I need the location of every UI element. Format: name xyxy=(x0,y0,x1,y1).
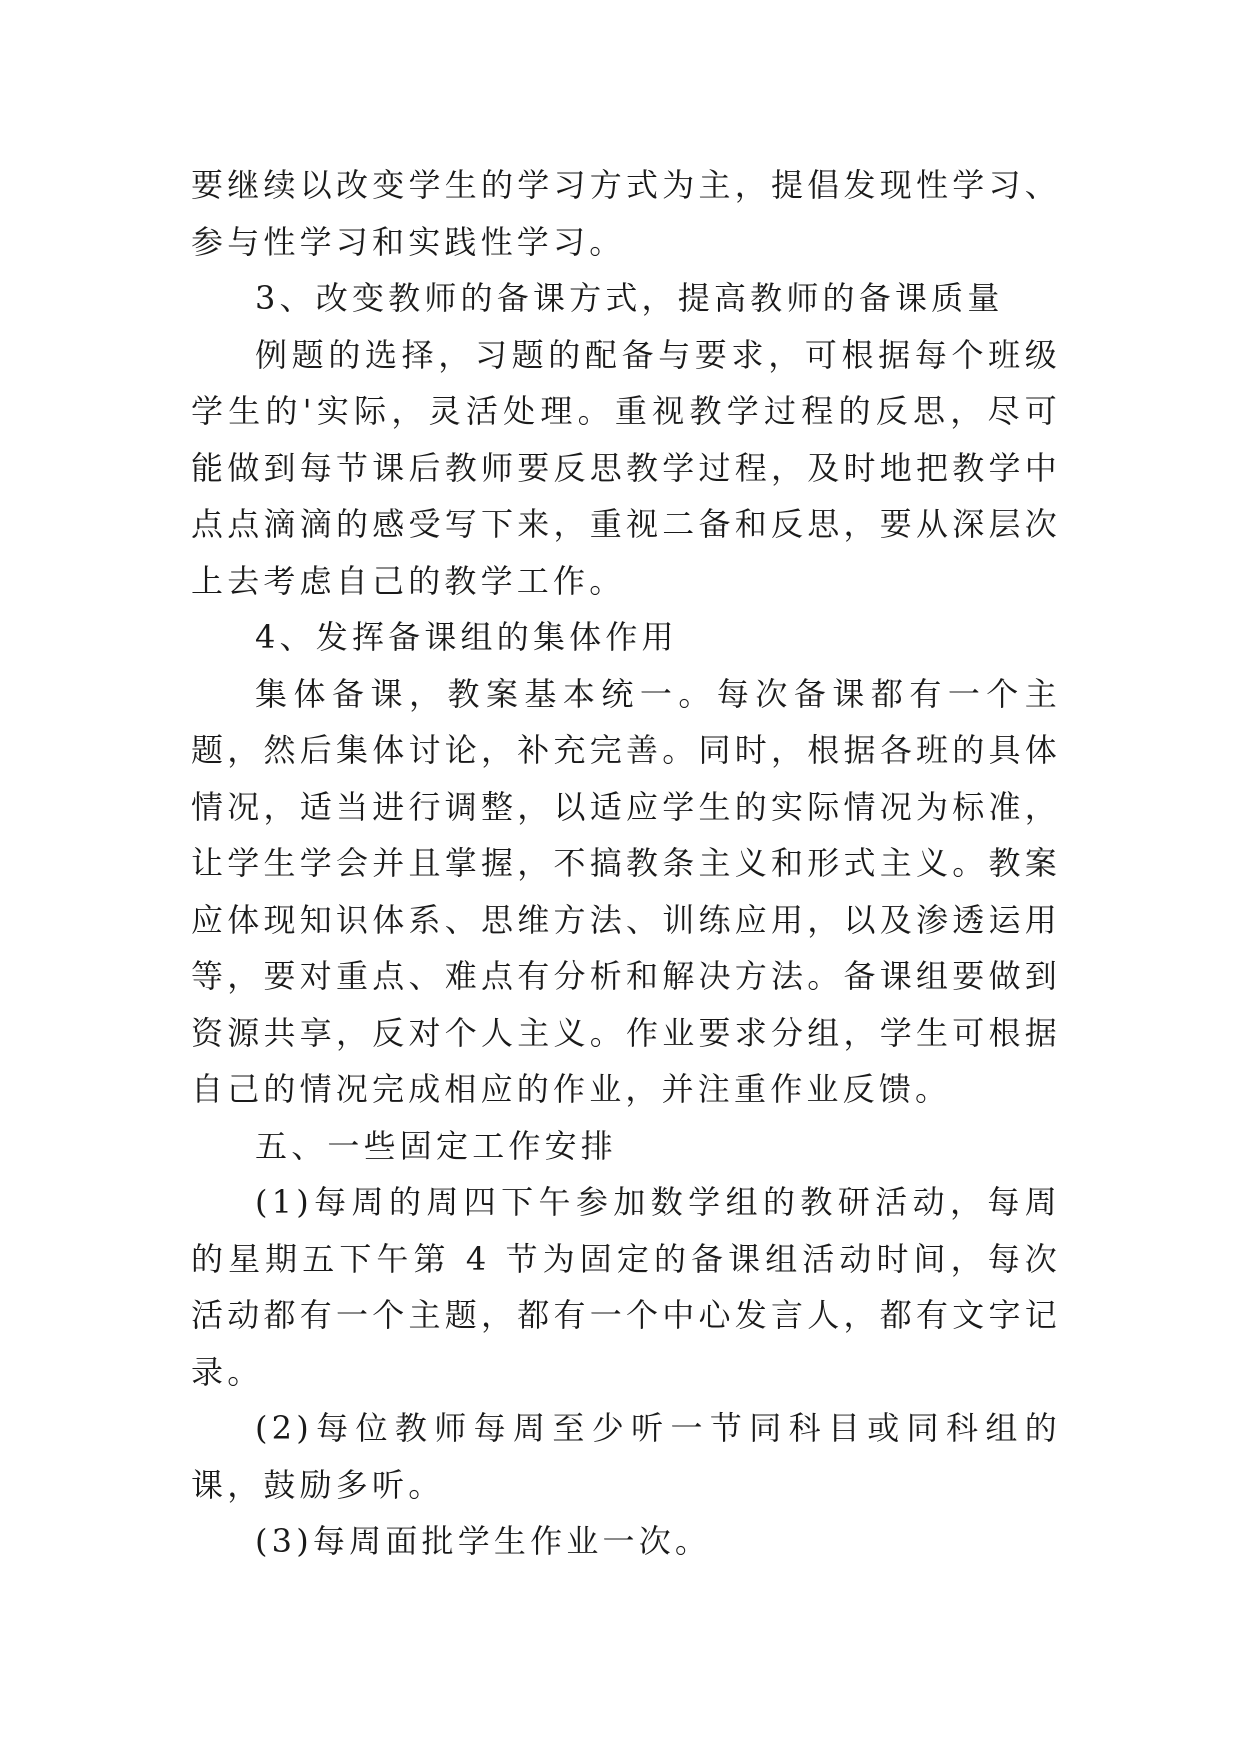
paragraph-continuation: 要继续以改变学生的学习方式为主，提倡发现性学习、参与性学习和实践性学习。 xyxy=(191,166,1061,261)
list-item-3: (3)每周面批学生作业一次。 xyxy=(255,1522,712,1560)
paragraph-group-prep: 集体备课，教案基本统一。每次备课都有一个主题，然后集体讨论，补充完善。同时，根据各班的具体情况，适当进行调整，以适应学生的实际情况为标准，让学生学会并且掌握，不搞教条主义和形式主义。教案应体现知识体系、思维方法、训练应用，以及渗透运用等，要对重点、难点有分析和解决方法。备课组要做到资源共享，反对个人主义。作业要求分组，学生可根据自己的情况完成相应的作业，并注重作业反馈。 xyxy=(191,674,1061,1108)
heading-fixed-arrangements: 五、一些固定工作安排 xyxy=(255,1126,618,1165)
document-body xyxy=(191,157,1061,1570)
heading-lesson-prep-method: 3、改变教师的备课方式，提高教师的备课质量 xyxy=(255,279,1004,317)
heading-group-role: 4、发挥备课组的集体作用 xyxy=(255,618,678,656)
paragraph-lesson-prep: 例题的选择，习题的配备与要求，可根据每个班级学生的'实际，灵活处理。重视教学过程的反思，尽可能做到每节课后教师要反思教学过程，及时地把教学中点点滴滴的感受写下来，重视二备和反思，要从深层次上去考虑自己的教学工作。 xyxy=(191,335,1061,600)
list-item-2: (2)每位教师每周至少听一节同科目或同科组的课，鼓励多听。 xyxy=(191,1409,1061,1504)
list-item-1: (1)每周的周四下午参加数学组的教研活动，每周的星期五下午第 4 节为固定的备课组活动时间，每次活动都有一个主题，都有一个中心发言人，都有文字记录。 xyxy=(191,1183,1061,1391)
